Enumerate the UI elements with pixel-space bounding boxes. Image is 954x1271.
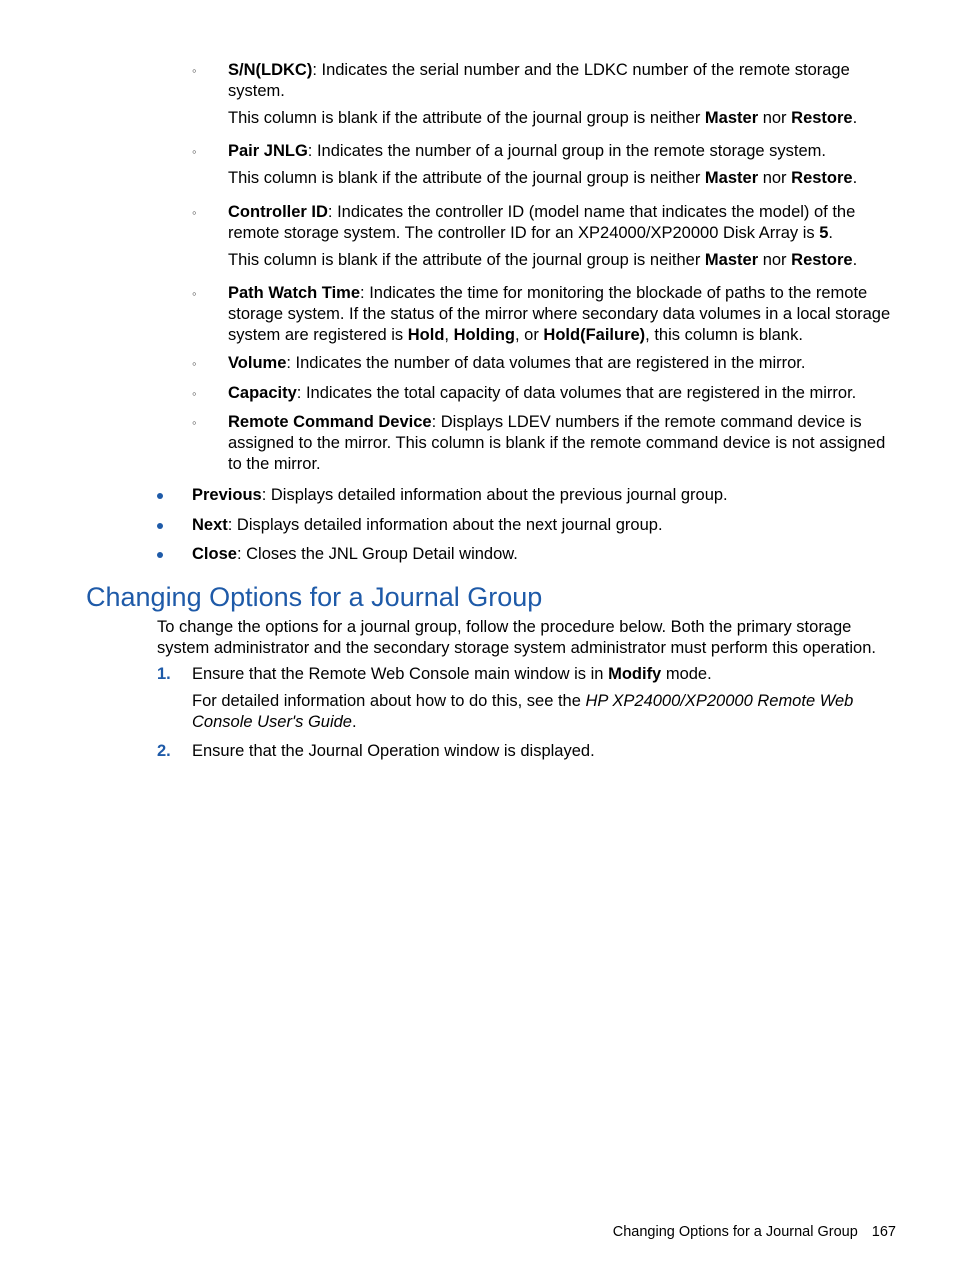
procedure-step-2 xyxy=(157,741,902,762)
list-item-text: Volume: Indicates the number of data volumes that are registered in the mirror. xyxy=(228,354,806,372)
step-number: 2. xyxy=(157,742,171,760)
hollow-bullet-icon: ◦ xyxy=(192,415,197,430)
list-item-note: This column is blank if the attribute of the journal group is neither Master nor Restore. xyxy=(228,169,858,187)
list-item-note: This column is blank if the attribute of the journal group is neither Master nor Restore. xyxy=(228,109,858,127)
hollow-bullet-icon: ◦ xyxy=(192,386,197,401)
footer-title: Changing Options for a Journal Group xyxy=(612,1224,858,1240)
list-item-controller-id xyxy=(192,202,902,271)
list-item-capacity xyxy=(192,383,902,404)
step-note: For detailed information about how to do this, see the HP XP24000/XP20000 Remote Web Console User's Guide. xyxy=(192,692,854,731)
list-item-remote-command-device xyxy=(192,412,902,475)
section-title: Changing Options for a Journal Group xyxy=(86,582,543,612)
bullet-icon xyxy=(157,493,163,499)
list-item-path-watch-time xyxy=(192,283,902,346)
intro-paragraph: To change the options for a journal group, follow the procedure below. Both the primary storage system administrator and the secondary storage system administrator must perform this operation. xyxy=(157,618,876,657)
hollow-bullet-icon: ◦ xyxy=(192,286,197,301)
bullet-icon xyxy=(157,552,163,558)
list-item-text: Next: Displays detailed information about the next journal group. xyxy=(192,516,663,534)
list-item-text: Controller ID: Indicates the controller ID (model name that indicates the model) of the remote storage system. The controller ID for an XP24000/XP20000 Disk Array is 5. xyxy=(228,203,856,242)
step-text: Ensure that the Journal Operation window is displayed. xyxy=(192,742,595,760)
list-item-text: Previous: Displays detailed information about the previous journal group. xyxy=(192,486,728,504)
hollow-bullet-icon: ◦ xyxy=(192,63,197,78)
list-item-text: Close: Closes the JNL Group Detail window. xyxy=(192,545,518,563)
page-number: 167 xyxy=(871,1224,896,1240)
list-item-close xyxy=(157,544,902,565)
list-item-note: This column is blank if the attribute of the journal group is neither Master nor Restore. xyxy=(228,251,858,269)
hollow-bullet-icon: ◦ xyxy=(192,144,197,159)
list-item-volume xyxy=(192,353,902,374)
procedure-step-1 xyxy=(157,664,902,733)
list-item-next xyxy=(157,515,902,536)
list-item-sn-ldkc xyxy=(192,60,902,129)
list-item-previous xyxy=(157,485,902,506)
list-item-text: S/N(LDKC): Indicates the serial number and the LDKC number of the remote storage system. xyxy=(228,61,850,100)
step-number: 1. xyxy=(157,665,171,683)
list-item-text: Pair JNLG: Indicates the number of a journal group in the remote storage system. xyxy=(228,142,826,160)
page-footer xyxy=(560,1222,896,1242)
list-item-pair-jnlg xyxy=(192,141,902,189)
list-item-text: Path Watch Time: Indicates the time for monitoring the blockade of paths to the remote storage system. If the status of the mirror where secondary data volumes in a local storage system are registered is Hold, Holding, or Hold(Failure), this column is blank. xyxy=(228,284,891,344)
hollow-bullet-icon: ◦ xyxy=(192,356,197,371)
list-item-text: Remote Command Device: Displays LDEV numbers if the remote command device is assigned to the mirror. This column is blank if the remote command device is not assigned to the mirror. xyxy=(228,413,886,473)
step-text: Ensure that the Remote Web Console main window is in Modify mode. xyxy=(192,665,712,683)
list-item-text: Capacity: Indicates the total capacity of data volumes that are registered in the mirror. xyxy=(228,384,857,402)
hollow-bullet-icon: ◦ xyxy=(192,205,197,220)
bullet-icon xyxy=(157,523,163,529)
